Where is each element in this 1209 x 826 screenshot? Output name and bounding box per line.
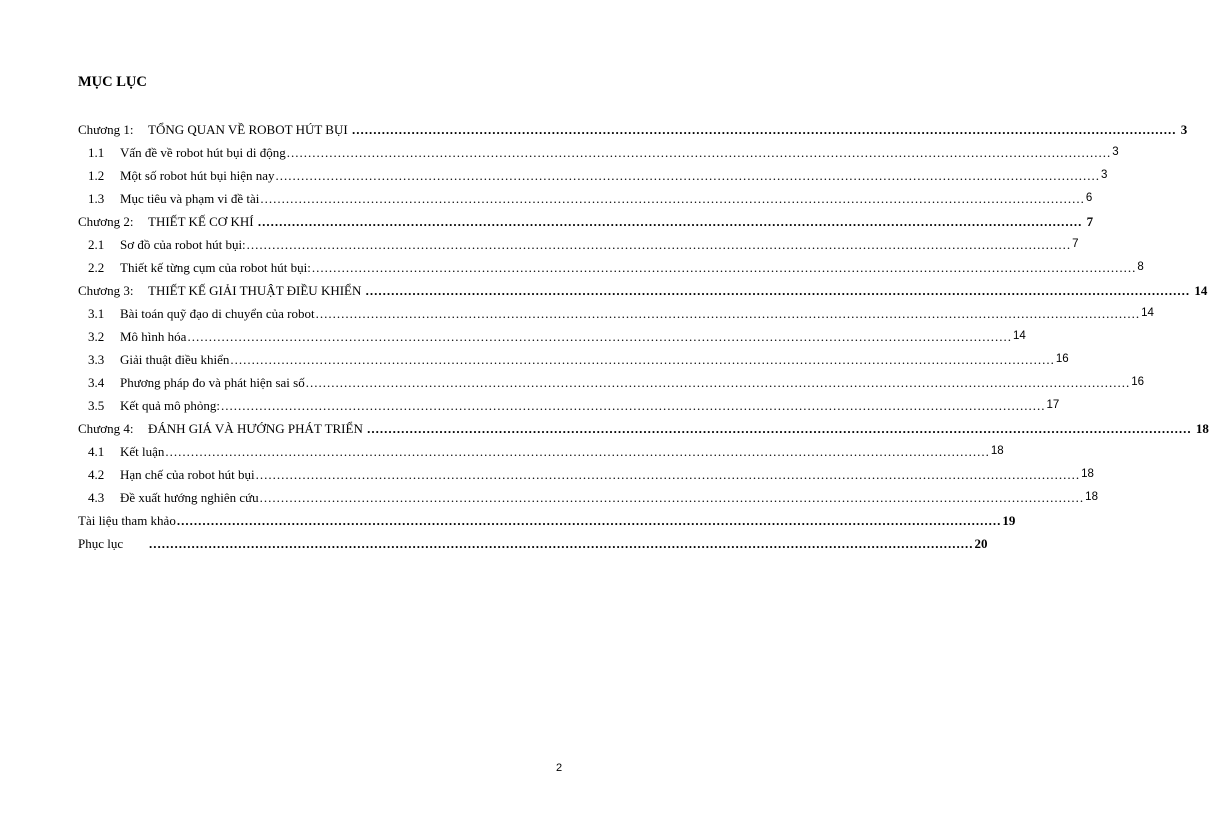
references-title: Tài liệu tham khảo — [78, 513, 176, 528]
leader-dots — [177, 509, 1002, 532]
page-number: 18 — [1085, 491, 1098, 503]
leader-dots — [256, 463, 1081, 486]
toc-entry-section[interactable] — [78, 187, 1093, 210]
toc-entry-section[interactable] — [78, 141, 1119, 164]
toc-entry-section[interactable] — [78, 164, 1108, 187]
section-number: 3.3 — [88, 352, 105, 367]
section-title: Bài toán quỹ đạo di chuyển của robot — [120, 306, 315, 321]
section-number: 2.2 — [88, 260, 105, 275]
toc-entry-chapter-2[interactable] — [78, 210, 1094, 233]
leader-dots — [312, 256, 1137, 279]
section-title: Mô hình hóa — [120, 329, 187, 344]
section-number: 4.3 — [88, 490, 105, 505]
leader-dots — [366, 283, 1191, 298]
leader-dots — [287, 141, 1112, 164]
leader-dots — [187, 325, 1012, 348]
section-number: 4.2 — [88, 467, 105, 482]
leader-dots — [165, 440, 990, 463]
section-number: 3.5 — [88, 398, 105, 413]
section-title: Kết quả mô phỏng: — [120, 398, 221, 413]
toc-entry-section[interactable] — [78, 302, 1154, 325]
toc-entry-section[interactable] — [78, 233, 1079, 256]
section-number: 1.1 — [88, 145, 105, 160]
page-number: 14 — [1141, 307, 1154, 319]
page-footer-number: 2 — [556, 762, 563, 774]
page-number: 20 — [974, 536, 988, 551]
chapter-title: TỔNG QUAN VỀ ROBOT HÚT BỤI — [148, 122, 348, 137]
page-number: 3 — [1101, 169, 1108, 181]
page-number: 18 — [1081, 468, 1094, 480]
page-number: 18 — [1195, 421, 1209, 436]
toc-entry-section[interactable] — [78, 348, 1069, 371]
chapter-title: THIẾT KẾ GIẢI THUẬT ĐIỀU KHIỂN — [148, 283, 362, 298]
page-number: 14 — [1012, 330, 1026, 342]
page-number: 18 — [990, 445, 1004, 457]
chapter-title: ĐÁNH GIÁ VÀ HƯỚNG PHÁT TRIỂN — [148, 421, 363, 436]
page-number: 14 — [1194, 283, 1208, 298]
toc-entry-section[interactable] — [78, 440, 1004, 463]
section-number: 3.2 — [88, 329, 105, 344]
page-number: 17 — [1046, 399, 1060, 411]
leader-dots — [149, 532, 974, 555]
page-number: 7 — [1072, 238, 1079, 250]
toc-entry-section[interactable] — [78, 463, 1094, 486]
section-title: Hạn chế của robot hút bụi — [120, 467, 255, 482]
section-title: Kết luận — [120, 444, 165, 459]
page-number: 3 — [1112, 146, 1119, 158]
toc-entry-section[interactable] — [78, 256, 1144, 279]
section-title: Giải thuật điều khiển — [120, 352, 230, 367]
chapter-title: THIẾT KẾ CƠ KHÍ — [148, 214, 254, 229]
leader-dots — [221, 394, 1046, 417]
section-title: Vấn đề về robot hút bụi di động — [120, 145, 286, 160]
section-number: 1.2 — [88, 168, 105, 183]
page-number: 3 — [1180, 122, 1188, 137]
toc-entry-appendix[interactable] — [78, 532, 988, 555]
leader-dots — [247, 233, 1072, 256]
page-number: 7 — [1086, 214, 1094, 229]
toc-entry-references[interactable] — [78, 509, 1016, 532]
chapter-label: Chương 2: — [78, 214, 134, 229]
chapter-label: Chương 4: — [78, 421, 134, 436]
toc-entry-section[interactable] — [78, 371, 1145, 394]
section-number: 2.1 — [88, 237, 105, 252]
toc-entry-chapter-1[interactable] — [78, 118, 1188, 141]
leader-dots — [367, 421, 1192, 436]
leader-dots — [306, 371, 1131, 394]
page-number: 19 — [1002, 513, 1016, 528]
section-number: 3.4 — [88, 375, 105, 390]
leader-dots — [260, 187, 1085, 210]
appendix-title: Phục lục — [78, 536, 124, 551]
leader-dots — [230, 348, 1055, 371]
toc-title: MỤC LỤC — [78, 74, 147, 90]
section-title: Thiết kế từng cụm của robot hút bụi: — [120, 260, 311, 275]
chapter-label: Chương 3: — [78, 283, 134, 298]
page-number: 16 — [1131, 376, 1145, 388]
chapter-label: Chương 1: — [78, 122, 134, 137]
page-number: 16 — [1055, 353, 1069, 365]
leader-dots — [260, 486, 1085, 509]
section-title: Phương pháp đo và phát hiện sai số — [120, 375, 305, 390]
toc-entry-section[interactable] — [78, 325, 1026, 348]
table-of-contents — [78, 118, 1209, 555]
section-title: Một số robot hút bụi hiện nay — [120, 168, 275, 183]
leader-dots — [258, 214, 1083, 229]
leader-dots — [276, 164, 1101, 187]
section-title: Mục tiêu và phạm vi đề tài — [120, 191, 260, 206]
section-number: 1.3 — [88, 191, 105, 206]
page-number: 8 — [1137, 261, 1144, 273]
toc-entry-section[interactable] — [78, 486, 1098, 509]
section-number: 3.1 — [88, 306, 105, 321]
page-number: 6 — [1085, 192, 1093, 204]
toc-entry-section[interactable] — [78, 394, 1060, 417]
section-title: Sơ đồ của robot hút bụi: — [120, 237, 246, 252]
toc-entry-chapter-4[interactable] — [78, 417, 1209, 440]
toc-entry-chapter-3[interactable] — [78, 279, 1208, 302]
section-number: 4.1 — [88, 444, 105, 459]
section-title: Đề xuất hướng nghiên cứu — [120, 490, 259, 505]
leader-dots — [352, 122, 1177, 137]
leader-dots — [316, 302, 1141, 325]
